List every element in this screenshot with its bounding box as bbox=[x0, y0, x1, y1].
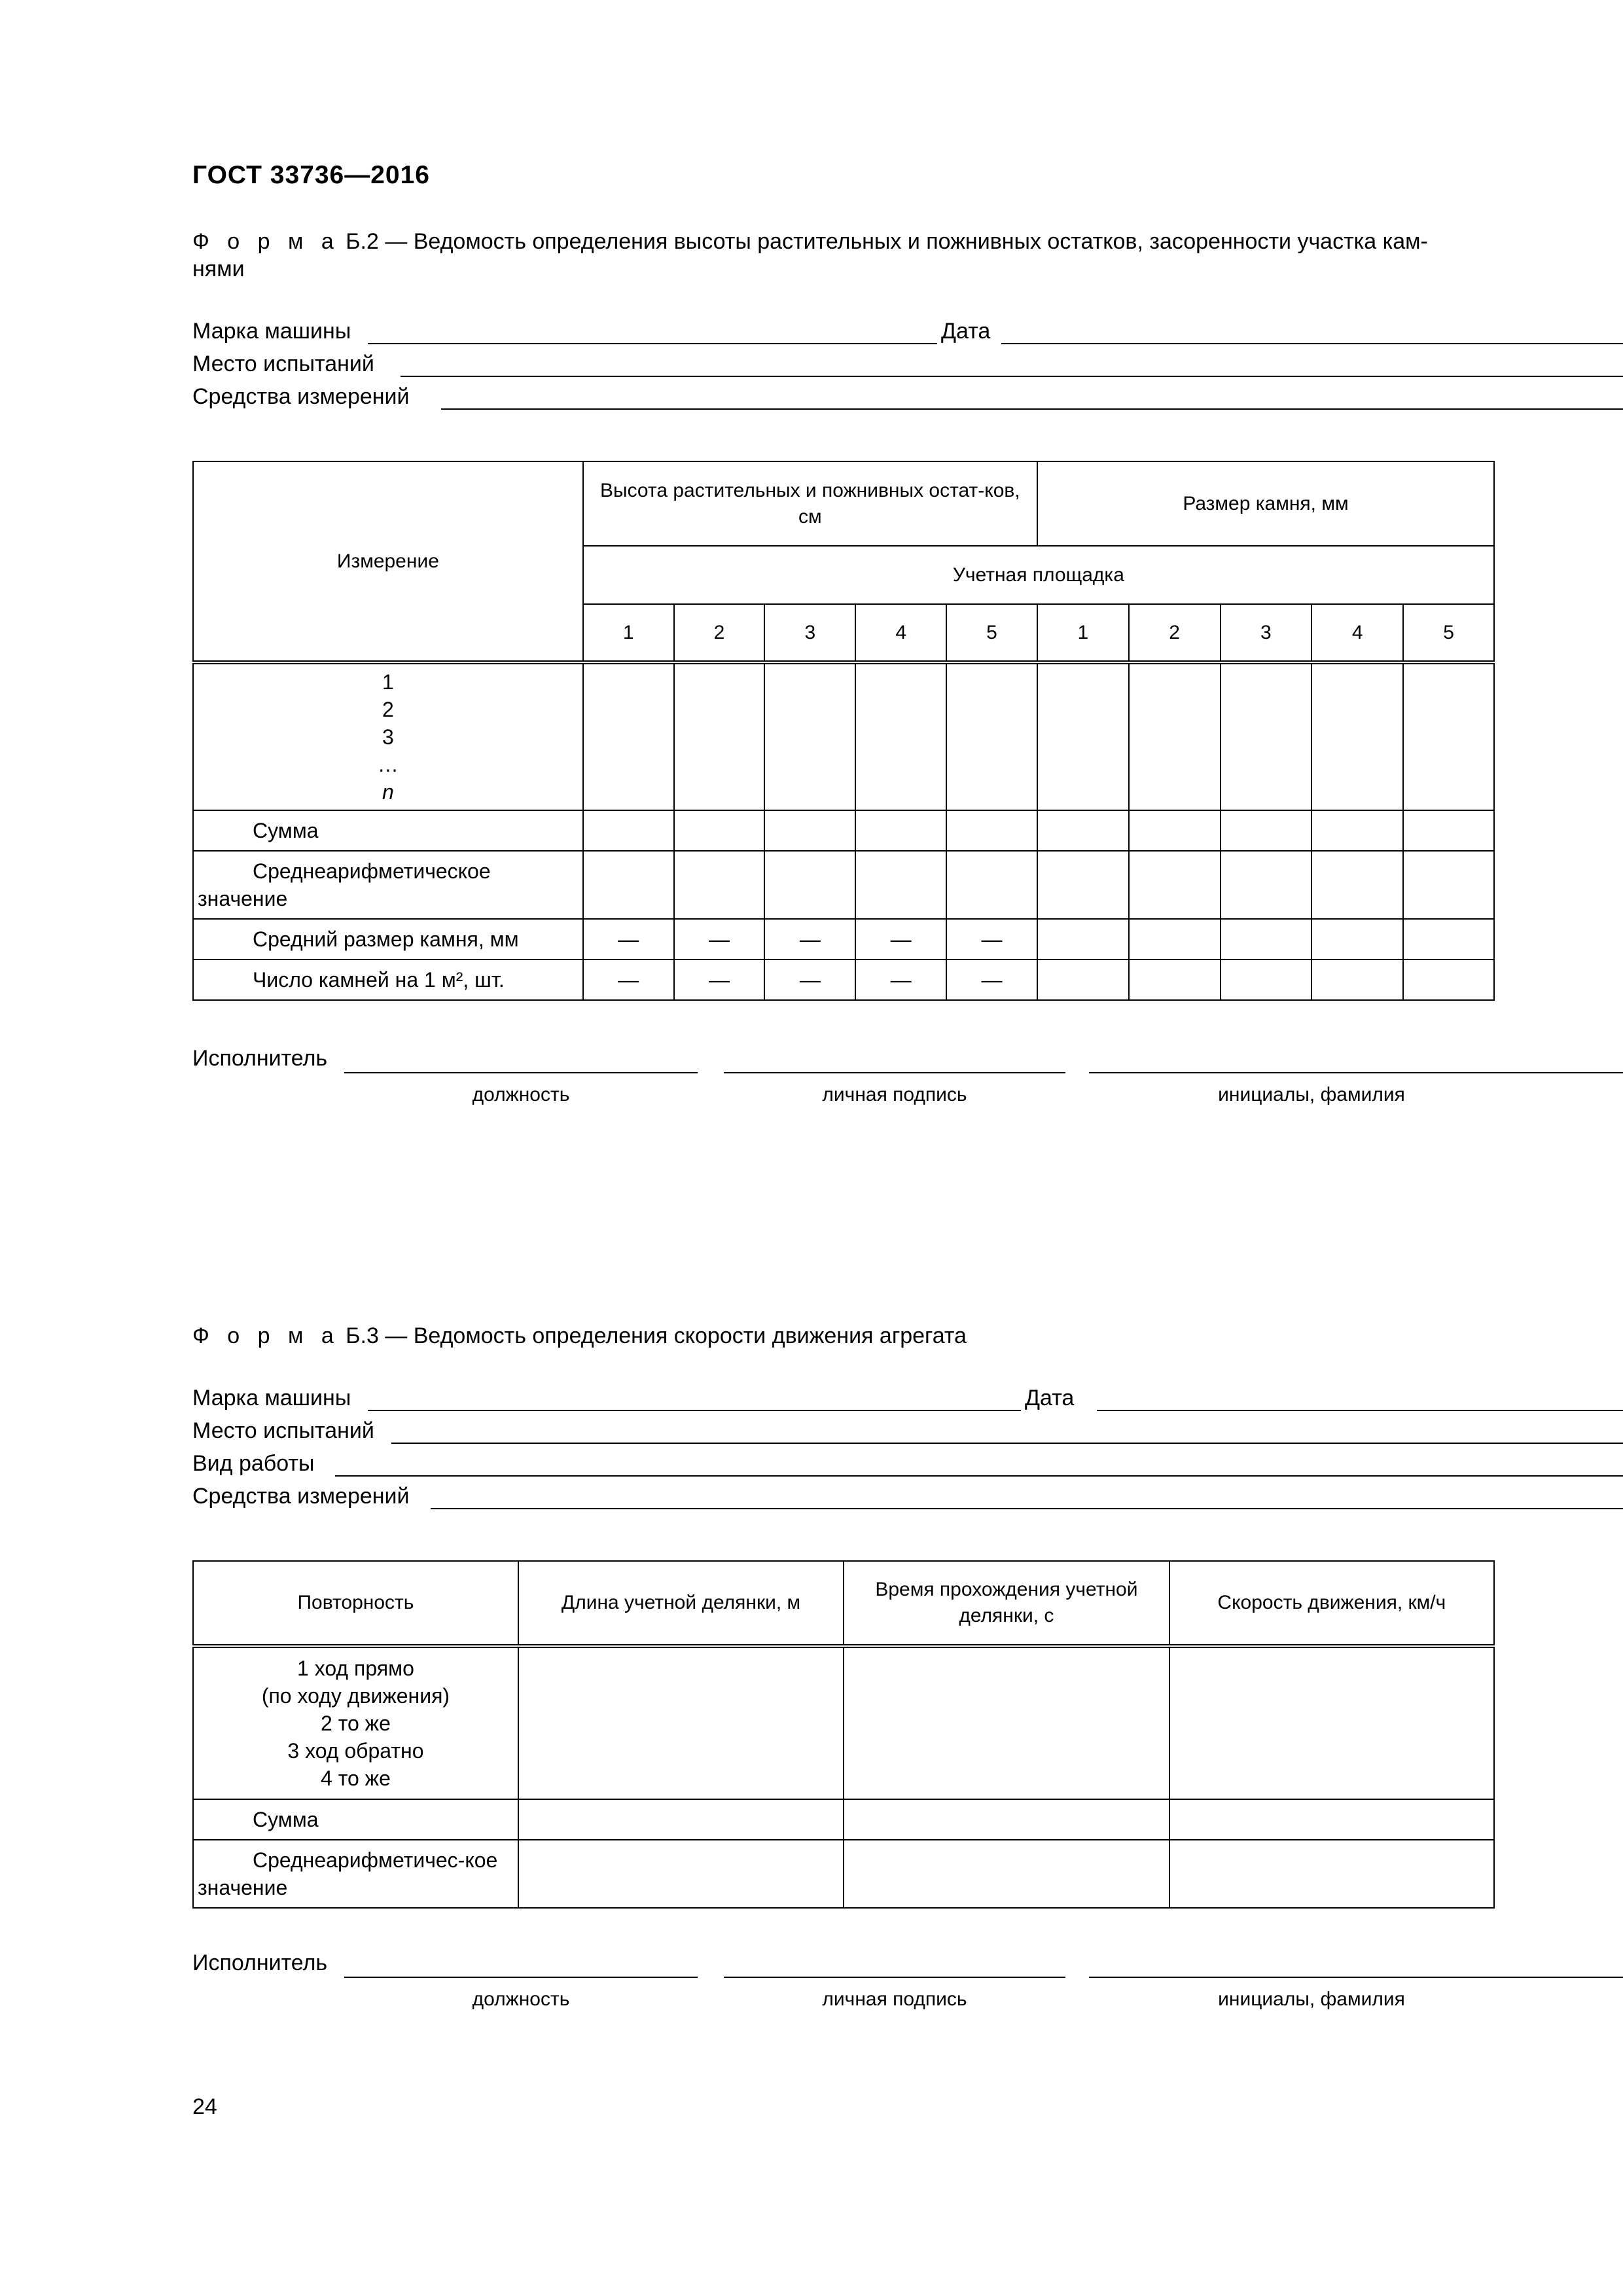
dash-cell: — bbox=[764, 960, 855, 1000]
table-row bbox=[193, 810, 1494, 851]
repeat-item: 1 ход прямо bbox=[297, 1657, 414, 1680]
dash-cell: — bbox=[674, 919, 765, 960]
instruments-label: Средства измерений bbox=[192, 1484, 410, 1509]
table-cell[interactable] bbox=[518, 1840, 844, 1908]
form-b2-caption-text: Б.2 — Ведомость определения высоты растительных и пожнивных остатков, засоренности участка кам- bbox=[339, 229, 1428, 254]
table-cell[interactable] bbox=[764, 810, 855, 851]
table-cell[interactable] bbox=[1311, 810, 1403, 851]
executor-label: Исполнитель bbox=[192, 1950, 328, 1975]
table-cell[interactable] bbox=[1169, 1799, 1494, 1840]
machine-label: Марка машины bbox=[192, 319, 351, 344]
form-b3-machine-date-row bbox=[192, 1384, 1501, 1414]
document-header: ГОСТ 33736—2016 bbox=[192, 161, 430, 189]
table-cell[interactable] bbox=[583, 810, 674, 851]
plot-number: 5 bbox=[946, 604, 1037, 662]
signature-line[interactable] bbox=[724, 1072, 1065, 1073]
table-cell[interactable] bbox=[674, 810, 765, 851]
table-cell[interactable] bbox=[764, 851, 855, 919]
machine-label: Марка машины bbox=[192, 1386, 351, 1410]
place-input-line[interactable] bbox=[401, 376, 1623, 377]
dash-cell: — bbox=[946, 960, 1037, 1000]
repeat-item: 2 то же bbox=[321, 1712, 391, 1735]
machine-input-line[interactable] bbox=[368, 1410, 1021, 1411]
page-number: 24 bbox=[192, 2094, 217, 2119]
form-b3-caption bbox=[192, 1322, 1501, 1350]
dash-cell: — bbox=[855, 919, 946, 960]
dash-cell: — bbox=[855, 960, 946, 1000]
col-measurement-header: Измерение bbox=[193, 461, 583, 662]
form-b2-machine-date-row bbox=[192, 317, 1501, 347]
table-cell[interactable] bbox=[674, 662, 765, 810]
table-cell[interactable] bbox=[946, 810, 1037, 851]
table-cell[interactable] bbox=[1221, 662, 1312, 810]
table-cell[interactable] bbox=[1403, 810, 1494, 851]
plot-number: 1 bbox=[1037, 604, 1129, 662]
table-cell[interactable] bbox=[518, 1799, 844, 1840]
table-cell[interactable] bbox=[844, 1840, 1169, 1908]
measurement-index: 3 bbox=[382, 725, 394, 749]
col-time-header: Время прохождения учетной делянки, с bbox=[844, 1561, 1169, 1646]
name-caption: инициалы, фамилия bbox=[1218, 1988, 1405, 2010]
table-cell[interactable] bbox=[1169, 1840, 1494, 1908]
instruments-input-line[interactable] bbox=[441, 408, 1623, 410]
table-row bbox=[193, 662, 1494, 810]
table-cell[interactable] bbox=[1037, 960, 1129, 1000]
table-cell[interactable] bbox=[1311, 919, 1403, 960]
form-b2-caption-prefix: Ф о р м а bbox=[192, 229, 340, 254]
form-b3-instruments-row bbox=[192, 1482, 1501, 1512]
signature-caption: личная подпись bbox=[822, 1084, 967, 1105]
table-cell[interactable] bbox=[764, 662, 855, 810]
form-b2-instruments-row bbox=[192, 382, 1501, 412]
table-cell[interactable] bbox=[946, 851, 1037, 919]
date-input-line[interactable] bbox=[1097, 1410, 1623, 1411]
table-cell[interactable] bbox=[1129, 919, 1221, 960]
table-cell[interactable] bbox=[1403, 662, 1494, 810]
row-stone-count-label: Число камней на 1 м², шт. bbox=[193, 960, 583, 1000]
table-cell[interactable] bbox=[1221, 960, 1312, 1000]
signature-line[interactable] bbox=[724, 1977, 1065, 1978]
name-line[interactable] bbox=[1089, 1072, 1623, 1073]
name-line[interactable] bbox=[1089, 1977, 1623, 1978]
measurement-index: … bbox=[377, 753, 399, 776]
table-row bbox=[193, 851, 1494, 919]
table-cell[interactable] bbox=[674, 851, 765, 919]
instruments-input-line[interactable] bbox=[431, 1508, 1623, 1509]
form-b3-caption-prefix: Ф о р м а bbox=[192, 1323, 340, 1348]
table-cell[interactable] bbox=[583, 662, 674, 810]
plot-number: 1 bbox=[583, 604, 674, 662]
executor-label: Исполнитель bbox=[192, 1046, 328, 1071]
table-cell[interactable] bbox=[855, 810, 946, 851]
dash-cell: — bbox=[583, 919, 674, 960]
measurement-index: 1 bbox=[382, 670, 394, 694]
table-cell[interactable] bbox=[1221, 810, 1312, 851]
position-line[interactable] bbox=[344, 1072, 698, 1073]
plot-number: 3 bbox=[764, 604, 855, 662]
form-b2-place-row bbox=[192, 350, 1501, 380]
table-cell[interactable] bbox=[1129, 662, 1221, 810]
signature-caption: личная подпись bbox=[822, 1988, 967, 2010]
col-height-header: Высота растительных и пожнивных остат-ков, см bbox=[583, 461, 1037, 546]
table-cell[interactable] bbox=[1129, 960, 1221, 1000]
table-cell[interactable] bbox=[1403, 851, 1494, 919]
col-speed-header: Скорость движения, км/ч bbox=[1169, 1561, 1494, 1646]
col-length-header: Длина учетной делянки, м bbox=[518, 1561, 844, 1646]
instruments-label: Средства измерений bbox=[192, 384, 410, 409]
place-label: Место испытаний bbox=[192, 351, 374, 376]
form-b3-place-row bbox=[192, 1416, 1501, 1446]
plot-number: 3 bbox=[1221, 604, 1312, 662]
machine-input-line[interactable] bbox=[368, 343, 937, 344]
table-cell[interactable] bbox=[583, 851, 674, 919]
form-b2-caption bbox=[192, 228, 1501, 283]
col-plot-header: Учетная площадка bbox=[583, 546, 1494, 604]
plot-number: 2 bbox=[1129, 604, 1221, 662]
table-cell[interactable] bbox=[518, 1646, 844, 1799]
measurement-list bbox=[193, 662, 583, 810]
work-type-label: Вид работы bbox=[192, 1451, 315, 1476]
form-b3-work-type-row bbox=[192, 1449, 1501, 1479]
table-cell[interactable] bbox=[1037, 919, 1129, 960]
dash-cell: — bbox=[764, 919, 855, 960]
place-input-line[interactable] bbox=[391, 1443, 1623, 1444]
table-cell[interactable] bbox=[1403, 919, 1494, 960]
repeat-item: (по ходу движения) bbox=[261, 1684, 450, 1708]
table-cell[interactable] bbox=[1037, 662, 1129, 810]
table-cell[interactable] bbox=[1169, 1646, 1494, 1799]
repeat-item: 4 то же bbox=[321, 1767, 391, 1790]
position-caption: должность bbox=[472, 1084, 570, 1105]
repeat-list bbox=[193, 1646, 518, 1799]
dash-cell: — bbox=[674, 960, 765, 1000]
col-repeat-header: Повторность bbox=[193, 1561, 518, 1646]
table-row bbox=[193, 960, 1494, 1000]
position-line[interactable] bbox=[344, 1977, 698, 1978]
plot-number: 4 bbox=[1311, 604, 1403, 662]
form-b2-signature-block bbox=[192, 1046, 1501, 1124]
row-sum-label: Сумма bbox=[193, 1799, 518, 1840]
table-cell[interactable] bbox=[1311, 960, 1403, 1000]
table-cell[interactable] bbox=[1403, 960, 1494, 1000]
table-cell[interactable] bbox=[1311, 662, 1403, 810]
plot-number: 2 bbox=[674, 604, 765, 662]
row-avg-stone-label: Средний размер камня, мм bbox=[193, 919, 583, 960]
table-cell[interactable] bbox=[844, 1799, 1169, 1840]
plot-number: 4 bbox=[855, 604, 946, 662]
table-cell[interactable] bbox=[1129, 851, 1221, 919]
measurement-index: n bbox=[382, 780, 394, 804]
form-b3-signature-block bbox=[192, 1950, 1501, 2029]
date-label: Дата bbox=[941, 319, 991, 344]
repeat-item: 3 ход обратно bbox=[287, 1739, 424, 1763]
position-caption: должность bbox=[472, 1988, 570, 2010]
table-cell[interactable] bbox=[1311, 851, 1403, 919]
form-b2-table bbox=[192, 461, 1495, 1001]
table-cell[interactable] bbox=[1221, 851, 1312, 919]
table-cell[interactable] bbox=[1129, 810, 1221, 851]
row-mean-label: Среднеарифметичес-кое значение bbox=[193, 1840, 518, 1908]
date-label: Дата bbox=[1025, 1386, 1075, 1410]
table-cell[interactable] bbox=[1037, 851, 1129, 919]
name-caption: инициалы, фамилия bbox=[1218, 1084, 1405, 1105]
table-cell[interactable] bbox=[1221, 919, 1312, 960]
plot-number: 5 bbox=[1403, 604, 1494, 662]
table-cell[interactable] bbox=[1037, 810, 1129, 851]
dash-cell: — bbox=[946, 919, 1037, 960]
table-cell[interactable] bbox=[946, 662, 1037, 810]
table-row bbox=[193, 1840, 1494, 1908]
table-row bbox=[193, 1646, 1494, 1799]
table-cell[interactable] bbox=[844, 1646, 1169, 1799]
table-row bbox=[193, 919, 1494, 960]
row-mean-label: Среднеарифметическое значение bbox=[193, 851, 583, 919]
table-cell[interactable] bbox=[855, 851, 946, 919]
place-label: Место испытаний bbox=[192, 1418, 374, 1443]
form-b2-caption-cont: нями bbox=[192, 257, 245, 281]
dash-cell: — bbox=[583, 960, 674, 1000]
measurement-index: 2 bbox=[382, 698, 394, 721]
work-type-input-line[interactable] bbox=[335, 1475, 1623, 1477]
form-b3-table bbox=[192, 1560, 1495, 1909]
row-sum-label: Сумма bbox=[193, 810, 583, 851]
table-row bbox=[193, 1799, 1494, 1840]
col-stone-header: Размер камня, мм bbox=[1037, 461, 1494, 546]
form-b3-caption-text: Б.3 — Ведомость определения скорости движения агрегата bbox=[339, 1323, 967, 1348]
table-cell[interactable] bbox=[855, 662, 946, 810]
date-input-line[interactable] bbox=[1001, 343, 1623, 344]
